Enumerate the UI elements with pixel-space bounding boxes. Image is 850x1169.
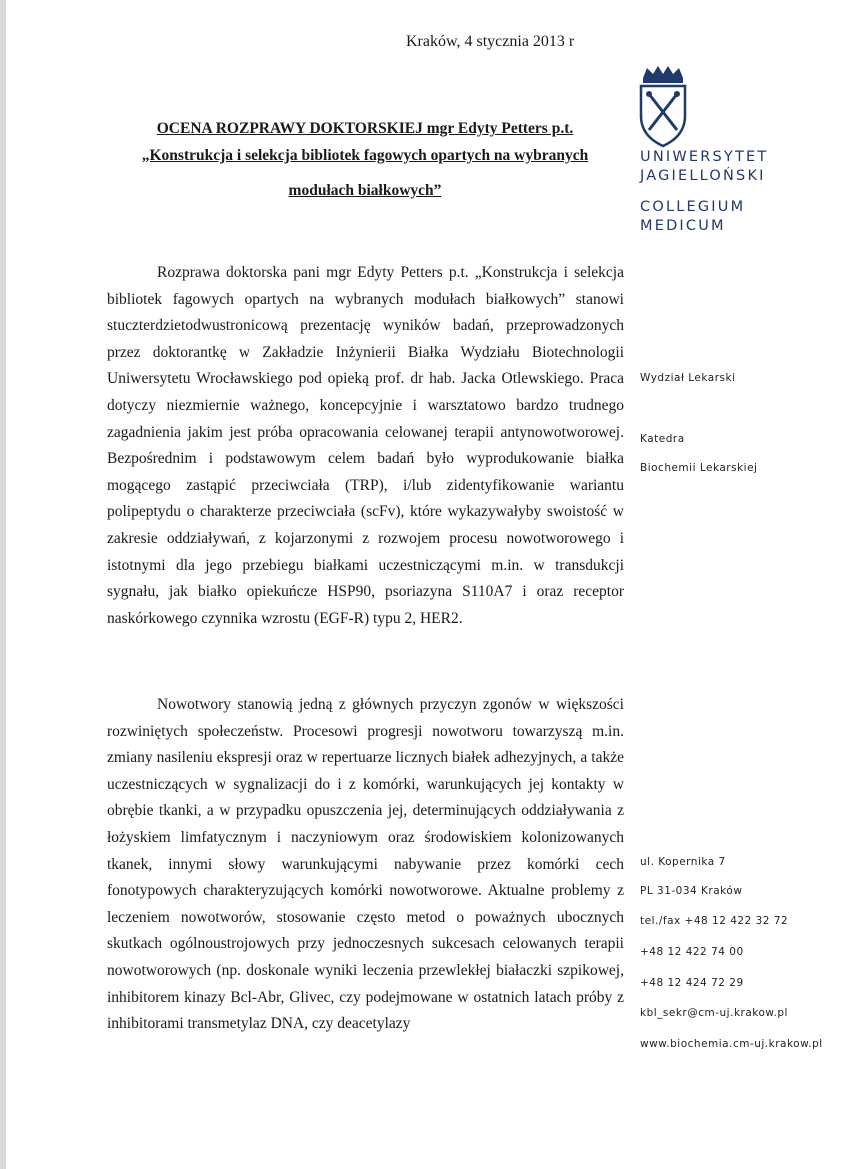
paragraph-2: Nowotwory stanowią jedną z głównych przyczyn zgonów w większości rozwiniętych społeczeństw. Procesowi progresji nowotworu towarzyszą m.in. zmiany nasileniu ekspresji oraz w repertuarze licznych białek adhezyjnych, a także uczestniczących w sygnalizacji do i z komórki, warunkujących jej kontakty w obrębie tkanki, a w przypadku opuszczenia jej, determinujących oddziaływania z łożyskiem limfatycznym i naczyniowym oraz środowiskiem kolonizowanych tkanek, innymi słowy warunkującymi nabywanie przez komórki cech fonotypowych charakteryzujących komórki nowotworowe. Aktualne problemy z leczeniem nowotworów, stosowanie często metod o poważnych ubocznych skutkach ogólnoustrojowych przy jednoczesnych sukcesach celowanych terapii nowotworowych (np. doskonale wyniki leczenia przewlekłej białaczki szpikowej, inhibitorem kinazy Bcl-Abr, Glivec, czy podejmowane w ostatnich latach próby z inhibitorami transmetylaz DNA, czy deacetylazy — [107, 696, 624, 1033]
website-link[interactable]: www.biochemia.cm-uj.krakow.pl — [640, 1038, 823, 1050]
university-name-line1: UNIWERSYTET — [640, 149, 769, 165]
thesis-title-line2: modułach białkowych” — [288, 182, 442, 199]
collegium-medicum — [640, 198, 745, 236]
phone-2: +48 12 422 74 00 — [640, 946, 744, 958]
email-link[interactable]: kbl_sekr@cm-uj.krakow.pl — [640, 1007, 788, 1019]
address-street: ul. Kopernika 7 — [640, 856, 726, 868]
university-crest-icon — [637, 64, 689, 148]
body-section-2 — [107, 692, 624, 1038]
thesis-title-line1: „Konstrukcja i selekcja bibliotek fagowych opartych na wybranych — [141, 147, 589, 164]
department-line1: Katedra — [640, 433, 685, 445]
university-name-line2: JAGIELLOŃSKI — [640, 168, 766, 184]
letter-date: Kraków, 4 stycznia 2013 r — [406, 33, 575, 50]
university-name — [640, 148, 768, 186]
address-city: PL 31-034 Kraków — [640, 885, 743, 897]
faculty-name: Wydział Lekarski — [640, 372, 736, 384]
scan-edge — [0, 0, 6, 1169]
phone-3: +48 12 424 72 29 — [640, 977, 744, 989]
body-section-1 — [107, 260, 624, 632]
phone-fax: tel./fax +48 12 422 32 72 — [640, 915, 789, 927]
paragraph-1: Rozprawa doktorska pani mgr Edyty Petters p.t. „Konstrukcja i selekcja bibliotek fagowych opartych na wybranych modułach białkowych” stanowi stuczterdzietodwustronicową prezentację wyników badań, przeprowadzonych przez doktorantkę w Zakładzie Inżynierii Białka Wydziału Biotechnologii Uniwersytetu Wrocławskiego pod opieką prof. dr hab. Jacka Otlewskiego. Praca dotyczy niezmiernie ważnego, koncepcyjnie i warsztatowo bardzo trudnego zagadnienia jakim jest próba opracowania celowanej terapii antynowotworowej. Bezpośrednim i podstawowym celem badań było wyprodukowanie białka mogącego zastąpić przeciwciała (TRP), i/lub zidentyfikowanie wariantu polipeptydu o charakterze przeciwciała (scFv), które wykazywałyby swoistość w zakresie oddziaływań, z kojarzonymi z rozwojem procesu nowotworowego i istotnymi dla jego przebiegu białkami uczestniczącymi m.in. w transdukcji sygnału, jak białko opiekuńcze HSP90, psoriazyna S110A7 i oraz receptor naskórkowego czynnika wzrostu (EGF-R) typu 2, HER2. — [107, 264, 624, 627]
collegium-line2: MEDICUM — [640, 218, 726, 234]
review-title: OCENA ROZPRAWY DOKTORSKIEJ mgr Edyty Petters p.t. — [156, 120, 574, 137]
collegium-line1: COLLEGIUM — [640, 199, 746, 215]
department-line2: Biochemii Lekarskiej — [640, 462, 758, 474]
